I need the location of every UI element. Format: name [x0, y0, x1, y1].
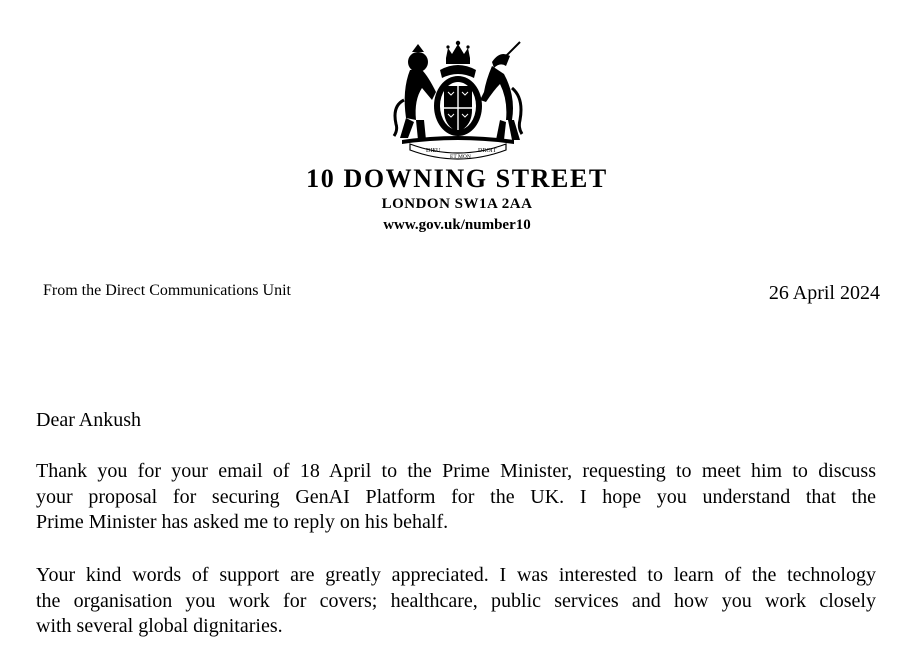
- letterhead-title: 10 DOWNING STREET: [306, 164, 608, 193]
- paragraph-2: [36, 563, 876, 640]
- paragraph-line: your proposal for securing GenAI Platform for the UK. I hope you understand that the: [36, 485, 876, 508]
- royal-coat-of-arms-icon: [388, 40, 528, 160]
- crest-motto-left: DIEU: [426, 148, 441, 154]
- crest-motto-center: ET MON: [450, 154, 471, 160]
- paragraph-line: the organisation you work for covers; healthcare, public services and how you work closely: [36, 589, 876, 612]
- paragraph-line: Thank you for your email of 18 April to the Prime Minister, requesting to meet him to discuss: [36, 460, 876, 482]
- paragraph-1: [36, 459, 876, 536]
- paragraph-line: Your kind words of support are greatly appreciated. I was interested to learn of the technology: [36, 564, 876, 586]
- letter-date: 26 April 2024: [768, 282, 880, 304]
- paragraph-line: with several global dignitaries.: [36, 615, 283, 637]
- letterhead-address: LONDON SW1A 2AA: [381, 196, 533, 212]
- salutation: Dear Ankush: [36, 409, 141, 431]
- letterhead-website: www.gov.uk/number10: [383, 217, 531, 233]
- crest-motto-right: DROIT: [478, 148, 497, 154]
- sender-unit: From the Direct Communications Unit: [43, 282, 291, 299]
- paragraph-line: Prime Minister has asked me to reply on his behalf.: [36, 511, 449, 533]
